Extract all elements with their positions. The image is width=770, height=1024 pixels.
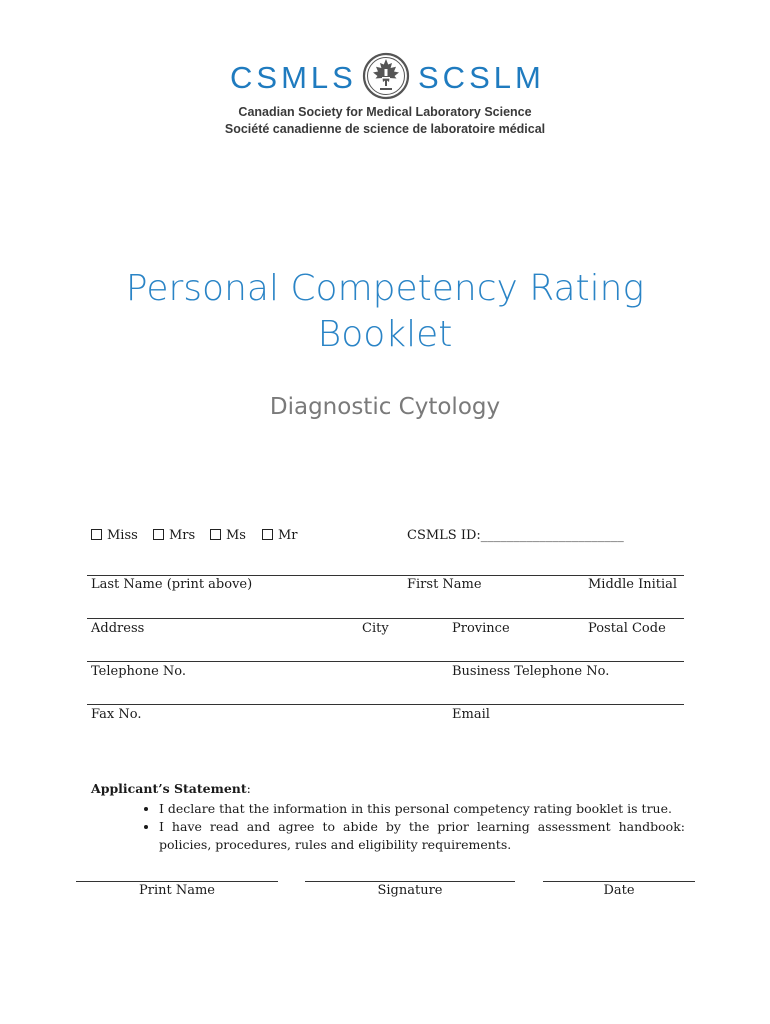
society-name-english: Canadian Society for Medical Laboratory Science xyxy=(238,105,532,119)
province-label: Province xyxy=(452,621,510,636)
email-label: Email xyxy=(452,707,490,722)
salutation-ms[interactable]: Ms xyxy=(210,528,246,543)
statement-heading: Applicant’s Statement: xyxy=(91,781,251,796)
postal-code-label: Postal Code xyxy=(588,621,666,636)
salutation-mrs[interactable]: Mrs xyxy=(153,528,195,543)
checkbox-icon[interactable] xyxy=(210,529,221,540)
first-name-label: First Name xyxy=(407,577,482,592)
signature-label: Signature xyxy=(377,883,443,898)
fax-line[interactable] xyxy=(87,704,684,705)
address-label: Address xyxy=(91,621,145,636)
logo-left-text: CSMLS xyxy=(230,60,357,95)
society-name-french: Société canadienne de science de laboratoire médical xyxy=(224,122,546,136)
name-line[interactable] xyxy=(87,575,684,576)
telephone-line[interactable] xyxy=(87,661,684,662)
maple-leaf-microscope-icon xyxy=(362,52,410,100)
print-name-line[interactable] xyxy=(76,881,278,882)
date-label: Date xyxy=(603,883,635,898)
logo xyxy=(0,52,770,102)
print-name-label: Print Name xyxy=(139,883,215,898)
signature-line[interactable] xyxy=(305,881,515,882)
last-name-label: Last Name (print above) xyxy=(91,577,253,592)
document-title-line-2: Booklet xyxy=(317,314,453,355)
checkbox-icon[interactable] xyxy=(153,529,164,540)
telephone-label: Telephone No. xyxy=(91,664,187,679)
business-telephone-label: Business Telephone No. xyxy=(452,664,610,679)
checkbox-icon[interactable] xyxy=(91,529,102,540)
city-label: City xyxy=(362,621,389,636)
statement-item: • I declare that the information in this personal competency rating booklet is true. xyxy=(159,800,685,818)
csmls-id-field[interactable]: CSMLS ID:______________________ xyxy=(407,528,624,543)
document-title xyxy=(0,266,770,358)
document-title-line-1: Personal Competency Rating xyxy=(125,268,645,309)
statement-item: • I have read and agree to abide by the prior learning assessment handbook: policies, procedures, rules and eligibility requirements. xyxy=(159,818,685,854)
middle-initial-label: Middle Initial xyxy=(588,577,678,592)
logo-right-text: SCSLM xyxy=(418,60,545,95)
salutation-mr[interactable]: Mr xyxy=(262,528,298,543)
document-subtitle: Diagnostic Cytology xyxy=(269,394,501,420)
salutation-miss[interactable]: Miss xyxy=(91,528,138,543)
fax-label: Fax No. xyxy=(91,707,142,722)
applicant-statement xyxy=(91,780,685,854)
address-line[interactable] xyxy=(87,618,684,619)
date-line[interactable] xyxy=(543,881,695,882)
statement-list xyxy=(91,800,685,854)
checkbox-icon[interactable] xyxy=(262,529,273,540)
